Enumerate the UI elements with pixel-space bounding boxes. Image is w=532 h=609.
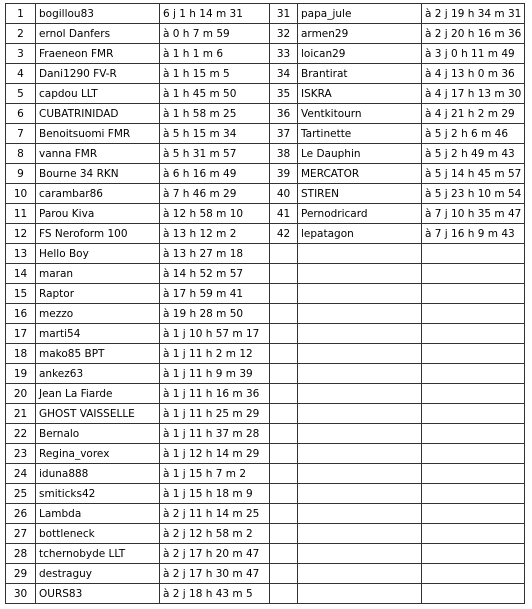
rank-cell: 19 xyxy=(6,364,36,384)
name-cell xyxy=(298,244,422,264)
table-row xyxy=(6,304,525,324)
rank-cell: 23 xyxy=(6,444,36,464)
rank-cell xyxy=(270,404,298,424)
time-cell: à 5 j 14 h 45 m 57 xyxy=(422,164,525,184)
rank-cell: 33 xyxy=(270,44,298,64)
rank-cell: 14 xyxy=(6,264,36,284)
time-cell: à 1 j 12 h 14 m 29 xyxy=(160,444,270,464)
time-cell: à 4 j 17 h 13 m 30 xyxy=(422,84,525,104)
rank-cell: 39 xyxy=(270,164,298,184)
time-cell: à 2 j 19 h 34 m 31 xyxy=(422,4,525,24)
table-row xyxy=(6,244,525,264)
name-cell: bottleneck xyxy=(36,524,160,544)
name-cell: destraguy xyxy=(36,564,160,584)
table-row xyxy=(6,4,525,24)
rank-cell xyxy=(270,444,298,464)
time-cell: à 1 j 11 h 37 m 28 xyxy=(160,424,270,444)
time-cell: à 1 j 15 h 7 m 2 xyxy=(160,464,270,484)
name-cell: Lambda xyxy=(36,504,160,524)
table-row xyxy=(6,324,525,344)
rank-cell xyxy=(270,564,298,584)
time-cell: à 2 j 18 h 43 m 5 xyxy=(160,584,270,604)
results-table xyxy=(5,3,525,604)
name-cell: mako85 BPT xyxy=(36,344,160,364)
table-row xyxy=(6,144,525,164)
rank-cell: 26 xyxy=(6,504,36,524)
table-row xyxy=(6,284,525,304)
rank-cell: 40 xyxy=(270,184,298,204)
time-cell: à 4 j 21 h 2 m 29 xyxy=(422,104,525,124)
time-cell: à 17 h 59 m 41 xyxy=(160,284,270,304)
rank-cell: 37 xyxy=(270,124,298,144)
name-cell: maran xyxy=(36,264,160,284)
time-cell: à 2 j 17 h 20 m 47 xyxy=(160,544,270,564)
table-row xyxy=(6,424,525,444)
time-cell: à 6 h 16 m 49 xyxy=(160,164,270,184)
time-cell: à 2 j 20 h 16 m 36 xyxy=(422,24,525,44)
time-cell xyxy=(422,424,525,444)
name-cell xyxy=(298,304,422,324)
rank-cell: 18 xyxy=(6,344,36,364)
rank-cell: 27 xyxy=(6,524,36,544)
rank-cell: 6 xyxy=(6,104,36,124)
time-cell: à 5 h 31 m 57 xyxy=(160,144,270,164)
time-cell xyxy=(422,404,525,424)
name-cell: carambar86 xyxy=(36,184,160,204)
name-cell: FS Neroform 100 xyxy=(36,224,160,244)
table-row xyxy=(6,64,525,84)
name-cell xyxy=(298,324,422,344)
rank-cell: 12 xyxy=(6,224,36,244)
name-cell xyxy=(298,564,422,584)
time-cell: à 1 h 15 m 5 xyxy=(160,64,270,84)
name-cell: Fraeneon FMR xyxy=(36,44,160,64)
table-row xyxy=(6,524,525,544)
rank-cell xyxy=(270,424,298,444)
rank-cell: 42 xyxy=(270,224,298,244)
rank-cell: 1 xyxy=(6,4,36,24)
results-table-container xyxy=(5,3,525,604)
name-cell: ernol Danfers xyxy=(36,24,160,44)
rank-cell: 3 xyxy=(6,44,36,64)
name-cell: smiticks42 xyxy=(36,484,160,504)
rank-cell xyxy=(270,324,298,344)
table-row xyxy=(6,124,525,144)
time-cell xyxy=(422,364,525,384)
rank-cell: 38 xyxy=(270,144,298,164)
time-cell: à 19 h 28 m 50 xyxy=(160,304,270,324)
table-row xyxy=(6,264,525,284)
time-cell: à 1 h 1 m 6 xyxy=(160,44,270,64)
name-cell: loican29 xyxy=(298,44,422,64)
name-cell: Bernalo xyxy=(36,424,160,444)
time-cell: à 1 j 11 h 2 m 12 xyxy=(160,344,270,364)
time-cell xyxy=(422,484,525,504)
name-cell xyxy=(298,444,422,464)
name-cell: GHOST VAISSELLE xyxy=(36,404,160,424)
time-cell: à 4 j 13 h 0 m 36 xyxy=(422,64,525,84)
rank-cell: 7 xyxy=(6,124,36,144)
table-row xyxy=(6,364,525,384)
table-row xyxy=(6,224,525,244)
table-row xyxy=(6,184,525,204)
name-cell: Hello Boy xyxy=(36,244,160,264)
rank-cell: 41 xyxy=(270,204,298,224)
name-cell xyxy=(298,264,422,284)
time-cell xyxy=(422,524,525,544)
time-cell: à 1 j 11 h 16 m 36 xyxy=(160,384,270,404)
time-cell xyxy=(422,384,525,404)
name-cell: Bourne 34 RKN xyxy=(36,164,160,184)
time-cell: à 2 j 11 h 14 m 25 xyxy=(160,504,270,524)
name-cell xyxy=(298,404,422,424)
time-cell: à 1 j 15 h 18 m 9 xyxy=(160,484,270,504)
table-row xyxy=(6,44,525,64)
name-cell: armen29 xyxy=(298,24,422,44)
name-cell xyxy=(298,364,422,384)
table-row xyxy=(6,404,525,424)
name-cell: ankez63 xyxy=(36,364,160,384)
name-cell: CUBATRINIDAD xyxy=(36,104,160,124)
name-cell: tchernobyde LLT xyxy=(36,544,160,564)
table-row xyxy=(6,24,525,44)
table-row xyxy=(6,164,525,184)
name-cell: marti54 xyxy=(36,324,160,344)
rank-cell: 2 xyxy=(6,24,36,44)
time-cell xyxy=(422,544,525,564)
name-cell: Raptor xyxy=(36,284,160,304)
table-row xyxy=(6,104,525,124)
rank-cell: 16 xyxy=(6,304,36,324)
name-cell: lepatagon xyxy=(298,224,422,244)
table-row xyxy=(6,344,525,364)
name-cell xyxy=(298,284,422,304)
rank-cell xyxy=(270,344,298,364)
table-row xyxy=(6,84,525,104)
name-cell xyxy=(298,524,422,544)
table-row xyxy=(6,484,525,504)
time-cell: à 1 j 11 h 25 m 29 xyxy=(160,404,270,424)
name-cell: mezzo xyxy=(36,304,160,324)
name-cell: Jean La Fiarde xyxy=(36,384,160,404)
rank-cell: 24 xyxy=(6,464,36,484)
name-cell xyxy=(298,584,422,604)
time-cell: à 2 j 12 h 58 m 2 xyxy=(160,524,270,544)
name-cell xyxy=(298,464,422,484)
name-cell: bogillou83 xyxy=(36,4,160,24)
rank-cell xyxy=(270,244,298,264)
time-cell: à 2 j 17 h 30 m 47 xyxy=(160,564,270,584)
name-cell xyxy=(298,484,422,504)
time-cell: à 1 j 10 h 57 m 17 xyxy=(160,324,270,344)
name-cell xyxy=(298,384,422,404)
rank-cell xyxy=(270,304,298,324)
time-cell: à 7 h 46 m 29 xyxy=(160,184,270,204)
rank-cell: 30 xyxy=(6,584,36,604)
rank-cell xyxy=(270,504,298,524)
time-cell: à 13 h 12 m 2 xyxy=(160,224,270,244)
rank-cell: 15 xyxy=(6,284,36,304)
name-cell: Tartinette xyxy=(298,124,422,144)
rank-cell xyxy=(270,264,298,284)
name-cell: capdou LLT xyxy=(36,84,160,104)
name-cell: STIREN xyxy=(298,184,422,204)
name-cell: papa_jule xyxy=(298,4,422,24)
rank-cell: 32 xyxy=(270,24,298,44)
table-row xyxy=(6,384,525,404)
name-cell: Pernodricard xyxy=(298,204,422,224)
name-cell: vanna FMR xyxy=(36,144,160,164)
name-cell: OURS83 xyxy=(36,584,160,604)
name-cell: Brantirat xyxy=(298,64,422,84)
table-row xyxy=(6,544,525,564)
table-row xyxy=(6,584,525,604)
name-cell: MERCATOR xyxy=(298,164,422,184)
table-row xyxy=(6,444,525,464)
time-cell xyxy=(422,504,525,524)
rank-cell: 31 xyxy=(270,4,298,24)
name-cell: ISKRA xyxy=(298,84,422,104)
time-cell: à 5 j 2 h 49 m 43 xyxy=(422,144,525,164)
rank-cell xyxy=(270,484,298,504)
time-cell: à 5 j 2 h 6 m 46 xyxy=(422,124,525,144)
rank-cell: 11 xyxy=(6,204,36,224)
name-cell: Regina_vorex xyxy=(36,444,160,464)
time-cell: à 7 j 16 h 9 m 43 xyxy=(422,224,525,244)
name-cell: Dani1290 FV-R xyxy=(36,64,160,84)
rank-cell: 17 xyxy=(6,324,36,344)
rank-cell xyxy=(270,544,298,564)
table-row xyxy=(6,564,525,584)
table-row xyxy=(6,204,525,224)
name-cell xyxy=(298,544,422,564)
time-cell: à 7 j 10 h 35 m 47 xyxy=(422,204,525,224)
rank-cell: 5 xyxy=(6,84,36,104)
name-cell: Ventkitourn xyxy=(298,104,422,124)
name-cell xyxy=(298,504,422,524)
time-cell xyxy=(422,284,525,304)
name-cell: Parou Kiva xyxy=(36,204,160,224)
name-cell xyxy=(298,344,422,364)
rank-cell: 36 xyxy=(270,104,298,124)
rank-cell: 22 xyxy=(6,424,36,444)
time-cell: à 5 j 23 h 10 m 54 xyxy=(422,184,525,204)
rank-cell: 4 xyxy=(6,64,36,84)
time-cell: à 1 h 45 m 50 xyxy=(160,84,270,104)
name-cell: iduna888 xyxy=(36,464,160,484)
time-cell xyxy=(422,244,525,264)
rank-cell: 21 xyxy=(6,404,36,424)
rank-cell xyxy=(270,364,298,384)
rank-cell: 25 xyxy=(6,484,36,504)
time-cell xyxy=(422,304,525,324)
time-cell: à 0 h 7 m 59 xyxy=(160,24,270,44)
rank-cell: 10 xyxy=(6,184,36,204)
time-cell xyxy=(422,344,525,364)
time-cell xyxy=(422,444,525,464)
time-cell: 6 j 1 h 14 m 31 xyxy=(160,4,270,24)
time-cell: à 3 j 0 h 11 m 49 xyxy=(422,44,525,64)
rank-cell xyxy=(270,284,298,304)
rank-cell xyxy=(270,384,298,404)
time-cell xyxy=(422,584,525,604)
name-cell xyxy=(298,424,422,444)
time-cell: à 1 h 58 m 25 xyxy=(160,104,270,124)
name-cell: Benoitsuomi FMR xyxy=(36,124,160,144)
rank-cell xyxy=(270,584,298,604)
results-table-body xyxy=(6,4,525,604)
rank-cell xyxy=(270,524,298,544)
name-cell: Le Dauphin xyxy=(298,144,422,164)
rank-cell: 28 xyxy=(6,544,36,564)
table-row xyxy=(6,464,525,484)
time-cell: à 12 h 58 m 10 xyxy=(160,204,270,224)
time-cell: à 1 j 11 h 9 m 39 xyxy=(160,364,270,384)
table-row xyxy=(6,504,525,524)
time-cell xyxy=(422,564,525,584)
time-cell xyxy=(422,464,525,484)
rank-cell: 35 xyxy=(270,84,298,104)
time-cell xyxy=(422,324,525,344)
rank-cell: 34 xyxy=(270,64,298,84)
time-cell: à 5 h 15 m 34 xyxy=(160,124,270,144)
rank-cell: 13 xyxy=(6,244,36,264)
rank-cell: 20 xyxy=(6,384,36,404)
time-cell: à 13 h 27 m 18 xyxy=(160,244,270,264)
rank-cell xyxy=(270,464,298,484)
time-cell: à 14 h 52 m 57 xyxy=(160,264,270,284)
rank-cell: 9 xyxy=(6,164,36,184)
rank-cell: 8 xyxy=(6,144,36,164)
time-cell xyxy=(422,264,525,284)
rank-cell: 29 xyxy=(6,564,36,584)
